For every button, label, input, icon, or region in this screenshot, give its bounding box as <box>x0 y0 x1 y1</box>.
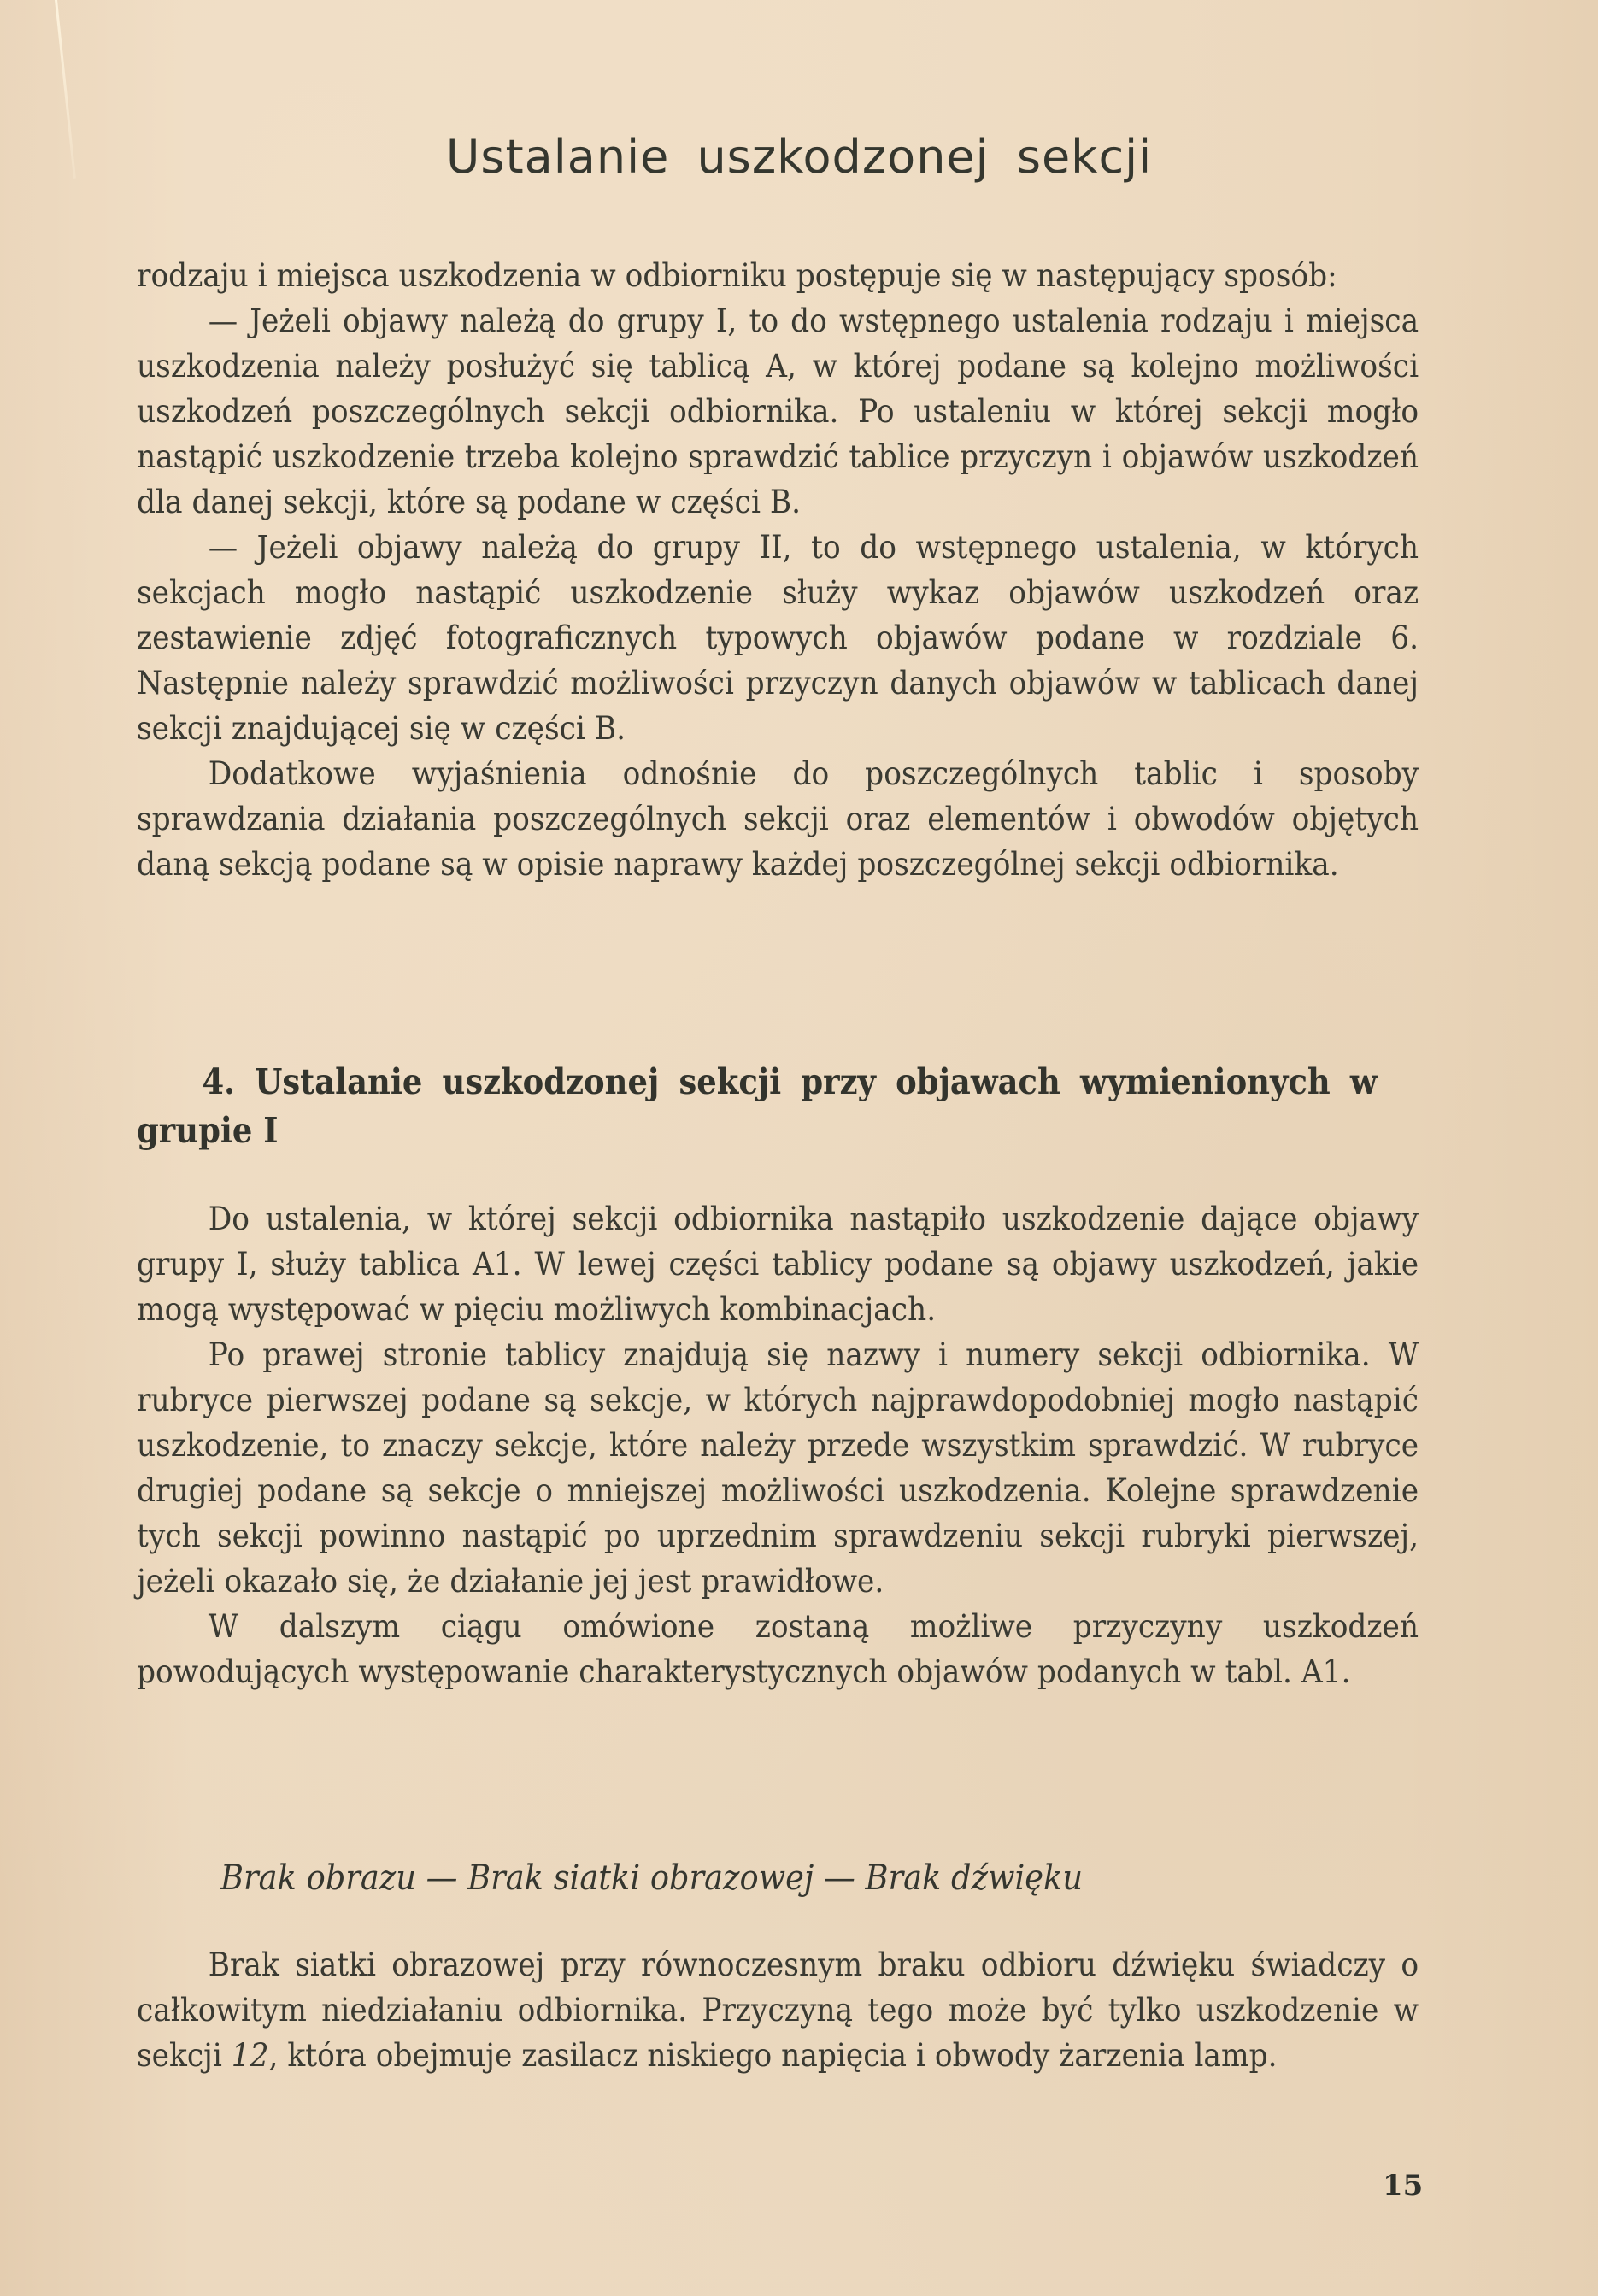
section-reference: 12 <box>231 2037 269 2074</box>
section-heading <box>137 1058 1378 1155</box>
paragraph: — Jeżeli objawy należą do grupy II, to do wstępnego ustalenia, w których sekcjach mogło nastąpić uszkodzenie służy wykaz objawów uszkodzeń oraz zestawienie zdjęć fotograficznych typowych objawów podane w rozdziale 6. Następnie należy sprawdzić możliwości przyczyn danych objawów w tablicach danej sekcji znajdującej się w części B. <box>137 529 1419 747</box>
section-title: Ustalanie uszkodzonej sekcji przy objawach wymienionych w grupie I <box>137 1061 1378 1151</box>
subsection-text <box>137 1942 1419 2078</box>
paragraph: W dalszym ciągu omówione zostaną możliwe przyczyny uszkodzeń powodujących występowanie charakterystycznych objawów podanych w tabl. A1. <box>137 1608 1419 1690</box>
section-number: 4. <box>202 1061 236 1102</box>
paragraph: Dodatkowe wyjaśnienia odnośnie do poszczególnych tablic i sposoby sprawdzania działania poszczególnych sekcji oraz elementów i obwodów objętych daną sekcją podane są w opisie naprawy każdej poszczególnej sekcji odbiornika. <box>137 755 1419 883</box>
page-number: 15 <box>1383 2169 1424 2203</box>
paragraph: Po prawej stronie tablicy znajdują się nazwy i numery sekcji odbiornika. W rubryce pierwszej podane są sekcje, w których najprawdopodobniej mogło nastąpić uszkodzenie, to znaczy sekcje, które należy przede wszystkim sprawdzić. W rubryce drugiej podane są sekcje o mniejszej możliwości uszkodzenia. Kolejne sprawdzenie tych sekcji powinno nastąpić po uprzednim sprawdzeniu sekcji rubryki pierwszej, jeżeli okazało się, że działanie jej jest prawidłowe. <box>137 1336 1419 1600</box>
running-head: Ustalanie uszkodzonej sekcji <box>445 130 1153 184</box>
paragraph-text: , która obejmuje zasilacz niskiego napięcia i obwody żarzenia lamp. <box>268 2037 1278 2074</box>
paragraph-text: Brak siatki obrazowej przy równoczesnym braku odbioru dźwięku świadczy o całkowitym niedziałaniu odbiornika. Przyczyną tego może być tylko uszkodzenie w sekcji <box>137 1947 1419 2074</box>
paragraph: rodzaju i miejsca uszkodzenia w odbiorniku postępuje się w następujący sposób: <box>137 257 1337 294</box>
paragraph: — Jeżeli objawy należą do grupy I, to do wstępnego ustalenia rodzaju i miejsca uszkodzenia należy posłużyć się tablicą A, w której podane są kolejno możliwości uszkodzeń poszczególnych sekcji odbiornika. Po ustaleniu w której sekcji mogło nastąpić uszkodzenie trzeba kolejno sprawdzić tablice przyczyn i objawów uszkodzeń dla danej sekcji, które są podane w części B. <box>137 302 1419 520</box>
intro-text <box>137 253 1419 887</box>
paragraph <box>137 1942 1419 2078</box>
section-text <box>137 1196 1419 1694</box>
paragraph: Do ustalenia, w której sekcji odbiornika nastąpiło uszkodzenie dające objawy grupy I, służy tablica A1. W lewej części tablicy podane są objawy uszkodzeń, jakie mogą występować w pięciu możliwych kombinacjach. <box>137 1201 1419 1328</box>
subsection-heading: Brak obrazu — Brak siatki obrazowej — Brak dźwięku <box>220 1859 1084 1898</box>
